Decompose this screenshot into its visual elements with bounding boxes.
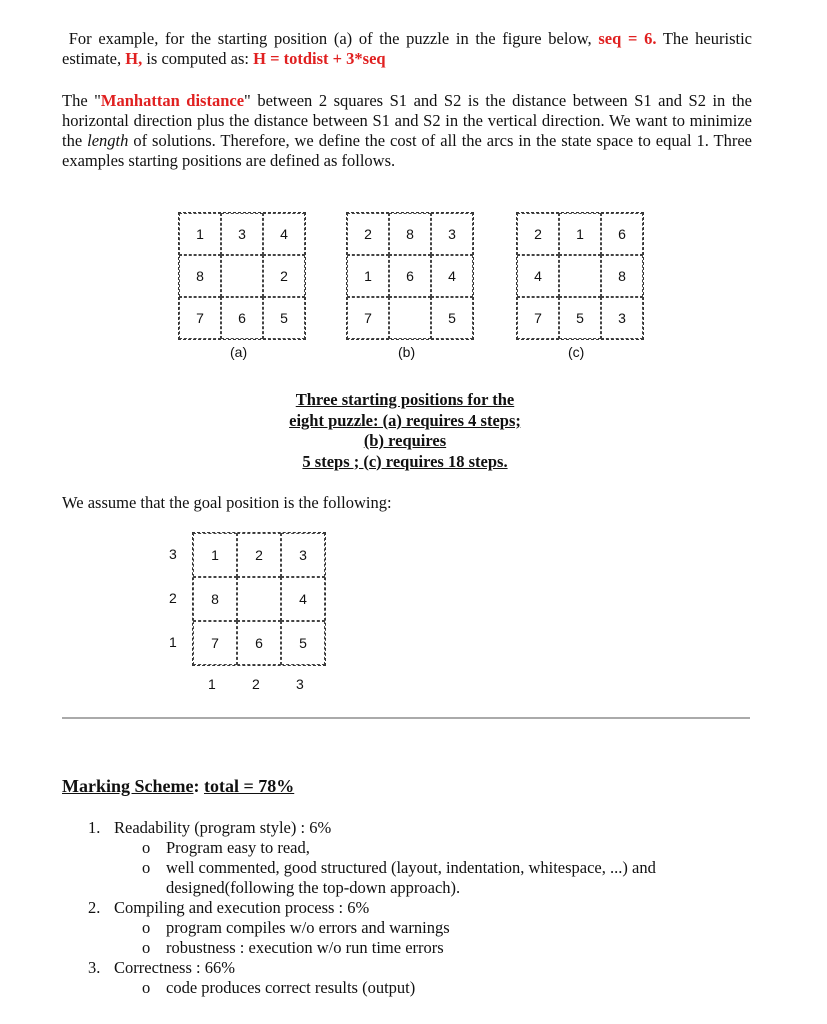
puzzle-cell: 8 (389, 213, 431, 255)
puzzle-cell (389, 297, 431, 339)
puzzle-cell: 5 (431, 297, 473, 339)
goal-cell: 7 (193, 621, 237, 665)
puzzle-label: (b) (398, 344, 416, 360)
row-label: 1 (169, 634, 177, 650)
sub-item: Program easy to read, (166, 838, 310, 857)
puzzle-cell: 6 (601, 213, 643, 255)
goal-cell: 5 (281, 621, 325, 665)
puzzle-label: (c) (568, 344, 585, 360)
text: " between 2 squares S1 and S2 is the distance between S1 and S2 in the horizontal direction plus the distance between S1 and S2 in the vertical direction. We want to minimize the (62, 91, 752, 150)
goal-cell: 1 (193, 533, 237, 577)
puzzle-cell: 5 (263, 297, 305, 339)
col-label: 1 (208, 676, 216, 692)
goal-cell: 4 (281, 577, 325, 621)
item-number: 1. (88, 818, 101, 837)
figure-caption-line: 5 steps ; (c) requires 18 steps. (302, 451, 508, 471)
puzzle-cell: 8 (179, 255, 221, 297)
puzzle-cell: 3 (221, 213, 263, 255)
puzzle-cell: 3 (601, 297, 643, 339)
item-text: Correctness : 66% (114, 958, 235, 977)
goal-cell: 3 (281, 533, 325, 577)
intro-text: For example, for the starting position (a) of the puzzle in the figure below, (68, 29, 599, 48)
sub-item: robustness : execution w/o run time errors (166, 938, 444, 957)
puzzle-cell: 1 (559, 213, 601, 255)
h-symbol: H, (125, 49, 143, 68)
length-emphasis: length (87, 131, 129, 150)
puzzle-cell: 1 (179, 213, 221, 255)
bullet-icon: o (142, 838, 151, 857)
puzzle-cell: 7 (347, 297, 389, 339)
puzzle-cell: 4 (431, 255, 473, 297)
text: The " (62, 91, 101, 110)
puzzle-grid (346, 212, 474, 340)
puzzle-cell: 8 (601, 255, 643, 297)
item-text: Readability (program style) : 6% (114, 818, 332, 837)
goal-grid (192, 532, 326, 666)
puzzle-label: (a) (230, 344, 248, 360)
puzzle-grid (516, 212, 644, 340)
sub-item: well commented, good structured (layout, indentation, whitespace, ...) and (166, 858, 656, 877)
divider (62, 717, 750, 719)
puzzle-cell: 4 (517, 255, 559, 297)
sub-item: program compiles w/o errors and warnings (166, 918, 450, 937)
figure-caption-line: Three starting positions for the (295, 390, 515, 409)
puzzle-cell: 2 (517, 213, 559, 255)
puzzle-cell (559, 255, 601, 297)
goal-cell: 6 (237, 621, 281, 665)
h-formula: H = totdist + 3*seq (253, 49, 386, 68)
goal-cell (237, 577, 281, 621)
item-number: 3. (88, 958, 101, 977)
intro-paragraph (62, 29, 752, 69)
sub-item: code produces correct results (output) (166, 978, 416, 997)
bullet-icon: o (142, 918, 151, 937)
item-text: Compiling and execution process : 6% (114, 898, 370, 917)
puzzle-cell: 4 (263, 213, 305, 255)
puzzle-cell: 7 (517, 297, 559, 339)
marking-total: total = 78% (203, 776, 295, 796)
seq-value: seq = 6. (598, 29, 657, 48)
puzzle-cell: 6 (389, 255, 431, 297)
col-label: 3 (296, 676, 304, 692)
figure-caption-line: eight puzzle: (a) requires 4 steps; (289, 410, 521, 430)
puzzle-cell: 2 (263, 255, 305, 297)
marking-title: Marking Scheme (62, 776, 194, 796)
bullet-icon: o (142, 978, 151, 997)
puzzle-cell: 1 (347, 255, 389, 297)
manhattan-paragraph (62, 91, 752, 171)
puzzle-cell: 7 (179, 297, 221, 339)
sub-item: designed(following the top-down approach). (166, 878, 461, 897)
figure-caption-line: (b) requires (363, 431, 447, 450)
goal-cell: 8 (193, 577, 237, 621)
sep: : (193, 776, 204, 796)
puzzle-cell: 5 (559, 297, 601, 339)
manhattan-term: Manhattan distance (100, 91, 245, 110)
puzzle-grid (178, 212, 306, 340)
bullet-icon: o (142, 938, 151, 957)
goal-text: We assume that the goal position is the following: (62, 493, 392, 512)
text: of solutions. Therefore, we define the cost of all the arcs in the state space to equal 1. Three examples starting positions are defined as follows. (62, 131, 752, 170)
col-label: 2 (252, 676, 260, 692)
row-label: 3 (169, 546, 177, 562)
puzzle-cell: 2 (347, 213, 389, 255)
puzzle-cell: 6 (221, 297, 263, 339)
intro-text: is computed as: (142, 49, 254, 68)
intro-text: The heuristic estimate, (62, 29, 752, 68)
marking-heading (62, 776, 294, 796)
bullet-icon: o (142, 858, 151, 877)
row-label: 2 (169, 590, 177, 606)
puzzle-cell (221, 255, 263, 297)
item-number: 2. (88, 898, 101, 917)
goal-cell: 2 (237, 533, 281, 577)
puzzle-cell: 3 (431, 213, 473, 255)
